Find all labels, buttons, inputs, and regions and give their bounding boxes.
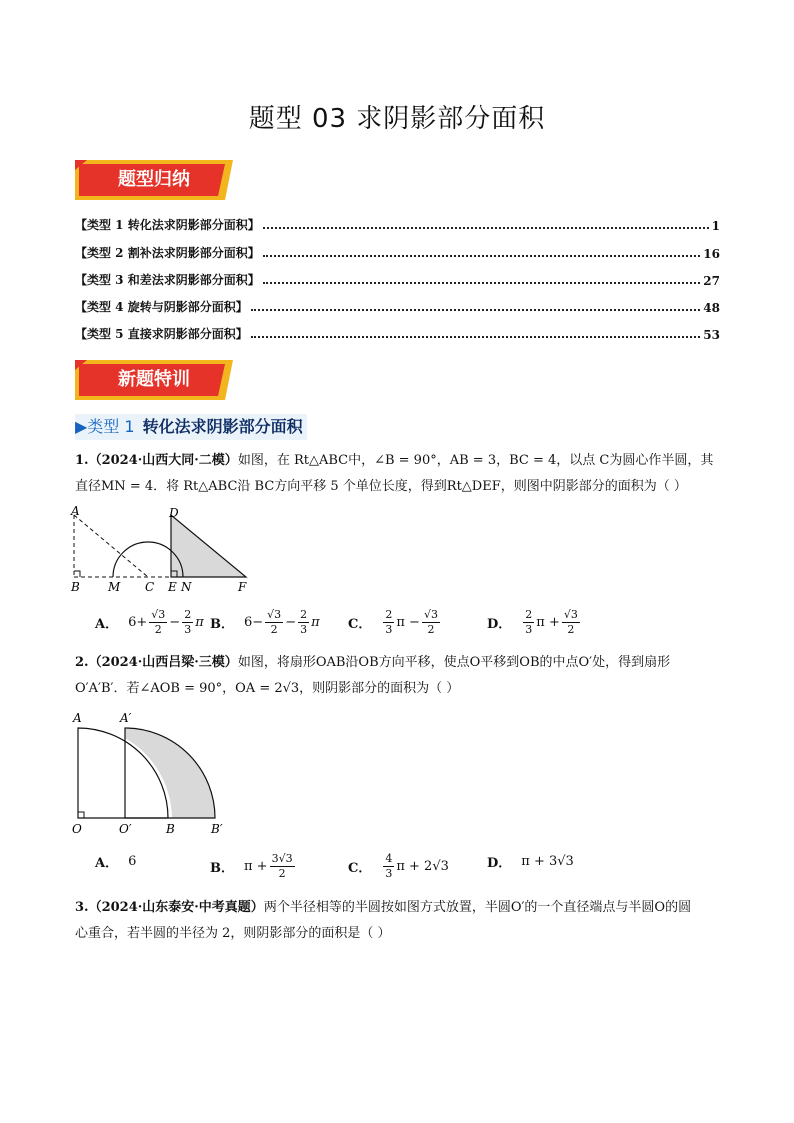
toc-page: 27 <box>703 274 720 288</box>
toc-label: 【类型 3 和差法求阴影部分面积】 <box>75 273 260 287</box>
label-o-prime: O′ <box>119 822 132 836</box>
question-source: （2024·山西大同·二模） <box>88 453 238 468</box>
q2-option-a[interactable] <box>95 852 136 871</box>
question-number: 2. <box>75 655 89 670</box>
label-b: B <box>71 580 80 594</box>
numerator: 2 <box>525 608 533 621</box>
numerator: 2 <box>184 608 192 621</box>
option-term: 6 <box>128 854 137 869</box>
option-term: π <box>195 615 204 630</box>
question-text: O′A′B′．若∠AOB = 90°，OA = 2√3，则阴影部分的面积为（ ） <box>75 681 460 696</box>
numerator: √3 <box>423 608 438 621</box>
denominator: 2 <box>154 623 162 636</box>
label-a-prime: A′ <box>120 711 132 725</box>
toc-label: 【类型 4 旋转与阴影部分面积】 <box>75 300 248 314</box>
toc-item-1[interactable] <box>75 213 720 233</box>
q2-option-b[interactable] <box>210 852 297 881</box>
toc-item-5[interactable] <box>75 322 720 342</box>
question-text: 心重合，若半圆的半径为 2，则阴影部分的面积是（ ） <box>75 926 391 941</box>
toc-leader <box>263 227 709 229</box>
label-a: A <box>73 711 82 725</box>
section-prefix: ▶类型 1 <box>75 417 135 436</box>
q2-option-d[interactable] <box>487 852 574 871</box>
numerator: 2 <box>385 608 393 621</box>
option-term: − <box>285 615 297 630</box>
option-key: D． <box>487 617 512 632</box>
fraction <box>383 608 394 637</box>
option-term: π + 3√3 <box>521 854 574 869</box>
option-term: 6+ <box>128 615 148 630</box>
toc-page: 16 <box>703 247 720 261</box>
question-text: 两个半径相等的半圆按如图方式放置，半圆O′的一个直径端点与半圆O的圆 <box>263 900 692 915</box>
fraction <box>523 608 534 637</box>
label-b-prime: B′ <box>211 822 223 836</box>
q1-option-b[interactable] <box>210 608 320 637</box>
toc-label: 【类型 1 转化法求阴影部分面积】 <box>75 218 260 232</box>
figure-q1 <box>68 505 258 595</box>
fraction <box>562 608 580 637</box>
fraction <box>149 608 167 637</box>
section-name: 转化法求阴影部分面积 <box>142 417 303 436</box>
question-source: （2024·山西吕梁·三模） <box>88 655 238 670</box>
numerator: √3 <box>563 608 578 621</box>
q1-option-d[interactable] <box>487 608 582 637</box>
toc-leader <box>251 336 701 338</box>
numerator: 3√3 <box>271 852 293 865</box>
option-term: − <box>169 615 181 630</box>
toc-item-4[interactable] <box>75 295 720 315</box>
option-key: A． <box>95 617 119 632</box>
denominator: 2 <box>427 623 435 636</box>
option-key: B． <box>210 617 234 632</box>
label-b: B <box>166 822 175 836</box>
question-text: 直径MN = 4．将 Rt△ABC沿 BC方向平移 5 个单位长度，得到Rt△DEF，则图中阴影部分的面积为（ ） <box>75 479 687 494</box>
toc-item-2[interactable] <box>75 241 720 261</box>
question-source: （2024·山东泰安·中考真题） <box>88 900 264 915</box>
denominator: 3 <box>184 623 192 636</box>
numerator: √3 <box>267 608 282 621</box>
option-key: C． <box>348 861 372 876</box>
question-3 <box>75 895 720 947</box>
option-term: π + 2√3 <box>396 859 449 874</box>
label-n: N <box>181 580 192 594</box>
shaded-region <box>125 728 215 818</box>
figure-q2 <box>68 707 238 837</box>
numerator: 2 <box>300 608 308 621</box>
q1-option-c[interactable] <box>348 608 442 637</box>
option-key: B． <box>210 861 234 876</box>
label-c: C <box>145 580 155 594</box>
section-heading <box>75 414 307 440</box>
label-d: D <box>169 506 179 520</box>
fraction <box>422 608 440 637</box>
option-key: C． <box>348 617 372 632</box>
toc-page: 1 <box>711 219 720 233</box>
option-term: 6− <box>244 615 264 630</box>
toc-page: 48 <box>703 301 720 315</box>
label-m: M <box>108 580 121 594</box>
option-term: π − <box>396 615 420 630</box>
q2-option-c[interactable] <box>348 852 449 881</box>
option-key: D． <box>487 856 512 871</box>
toc-leader <box>251 309 701 311</box>
option-term: π <box>311 615 320 630</box>
fraction <box>383 852 394 881</box>
toc-page: 53 <box>703 328 720 342</box>
numerator: 4 <box>385 852 393 865</box>
option-term: π + <box>244 859 268 874</box>
denominator: 3 <box>385 623 393 636</box>
toc-leader <box>263 255 701 257</box>
label-o: O <box>72 822 82 836</box>
question-1 <box>75 448 720 500</box>
option-term: π + <box>536 615 560 630</box>
question-number: 3. <box>75 900 89 915</box>
denominator: 2 <box>567 623 575 636</box>
label-a: A <box>71 505 80 518</box>
q1-option-a[interactable] <box>95 608 204 637</box>
page-title: 题型 03 求阴影部分面积 <box>248 104 546 134</box>
fraction <box>298 608 309 637</box>
fraction <box>270 852 295 881</box>
banner-practice-label: 新题特训 <box>118 369 190 390</box>
fraction <box>265 608 283 637</box>
fraction <box>182 608 193 637</box>
banner-summary-label: 题型归纳 <box>118 169 190 190</box>
denominator: 2 <box>270 623 278 636</box>
toc-label: 【类型 5 直接求阴影部分面积】 <box>75 327 248 341</box>
denominator: 2 <box>278 867 286 880</box>
toc-leader <box>263 282 701 284</box>
label-e: E <box>168 580 177 594</box>
denominator: 3 <box>385 867 393 880</box>
question-text: 如图，将扇形OAB沿OB方向平移，使点O平移到OB的中点O′处，得到扇形 <box>237 655 671 670</box>
toc-item-3[interactable] <box>75 268 720 288</box>
question-text: 如图，在 Rt△ABC中，∠B = 90°，AB = 3，BC = 4，以点 C为圆心作半圆，其 <box>237 453 714 468</box>
denominator: 3 <box>525 623 533 636</box>
question-number: 1. <box>75 453 89 468</box>
banner-summary <box>75 160 233 200</box>
banner-practice <box>75 360 233 400</box>
denominator: 3 <box>300 623 308 636</box>
numerator: √3 <box>151 608 166 621</box>
question-2 <box>75 650 720 702</box>
toc-label: 【类型 2 割补法求阴影部分面积】 <box>75 246 260 260</box>
option-key: A． <box>95 856 119 871</box>
label-f: F <box>238 580 247 594</box>
